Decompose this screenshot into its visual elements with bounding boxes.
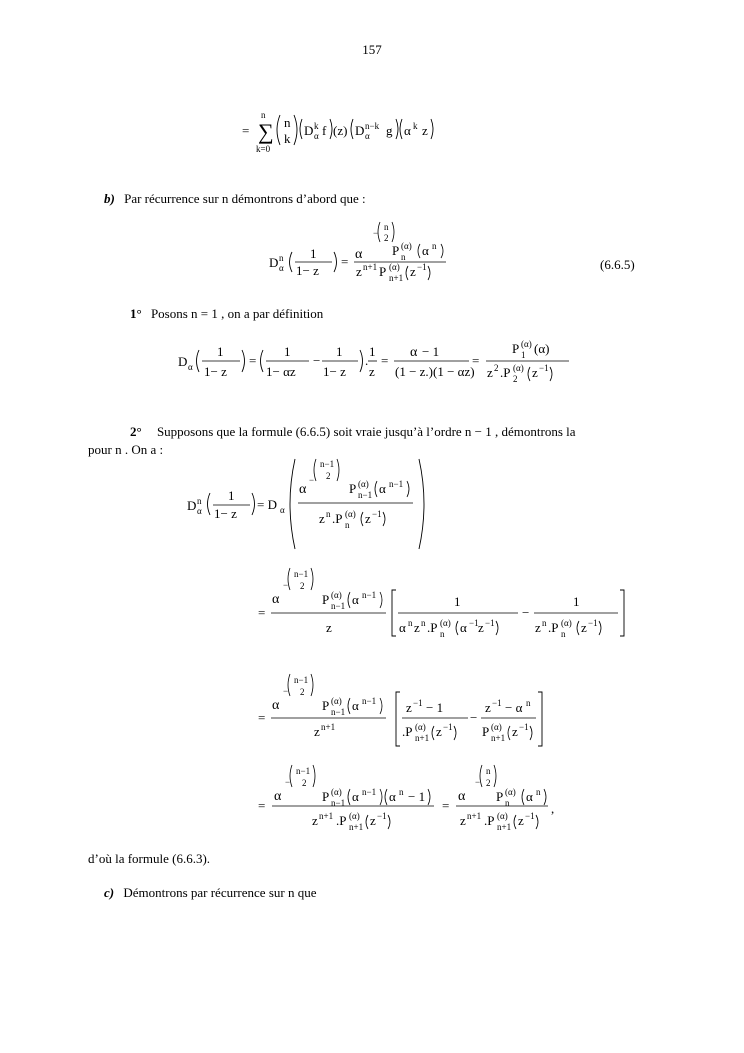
svg-text:−1: −1 [525, 811, 535, 821]
svg-text:α: α [280, 505, 285, 515]
svg-text:α: α [526, 789, 533, 804]
svg-text:−1: −1 [539, 363, 549, 373]
svg-text:(1 − z.)(1 − αz): (1 − z.)(1 − αz) [395, 364, 475, 379]
svg-text:α: α [274, 789, 282, 804]
svg-text:1− z: 1− z [323, 364, 346, 379]
svg-text:(α): (α) [440, 618, 451, 628]
svg-text:2: 2 [384, 233, 389, 243]
svg-text:α: α [458, 789, 466, 804]
svg-text:∑: ∑ [258, 119, 274, 144]
svg-text:(z): (z) [333, 123, 348, 138]
svg-text:k=0: k=0 [256, 144, 271, 154]
svg-text:z: z [478, 620, 484, 635]
svg-text:(α): (α) [389, 262, 400, 272]
svg-text:= D: = D [257, 497, 277, 512]
svg-text:n−1: n−1 [331, 798, 346, 808]
svg-text:n+1: n+1 [349, 822, 364, 832]
svg-text:−: − [475, 777, 481, 787]
svg-text:D: D [178, 354, 188, 369]
svg-text:n+1: n+1 [389, 273, 404, 283]
equation-step-2-combined [256, 672, 556, 754]
svg-text:n+1: n+1 [497, 822, 512, 832]
svg-text:P: P [322, 698, 330, 713]
svg-text:α: α [422, 243, 429, 258]
svg-text:g: g [386, 123, 393, 138]
svg-text:α: α [355, 247, 363, 262]
svg-text:(α): (α) [415, 722, 426, 732]
page-number: 157 [362, 42, 382, 57]
svg-text:α: α [399, 620, 406, 635]
svg-text:z: z [485, 700, 491, 715]
svg-text:,: , [551, 801, 555, 816]
svg-text:1: 1 [521, 350, 526, 360]
svg-text:2: 2 [302, 778, 307, 788]
step-1-text: Posons n = 1 , on a par définition [150, 306, 324, 321]
svg-text:n−k: n−k [365, 121, 380, 131]
svg-text:P: P [392, 243, 400, 258]
svg-text:n: n [561, 629, 566, 639]
svg-text:−1: −1 [372, 509, 382, 519]
svg-text:α: α [272, 592, 280, 607]
step-2-paragraph [88, 423, 656, 441]
svg-text:(α): (α) [561, 618, 572, 628]
svg-text:z: z [369, 364, 375, 379]
equation-6-6-5 [266, 218, 466, 290]
svg-text:n: n [505, 798, 510, 808]
svg-text:z: z [512, 724, 518, 739]
svg-text:P: P [322, 789, 330, 804]
svg-text:z: z [422, 123, 428, 138]
svg-text:P: P [322, 592, 330, 607]
svg-text:n+1: n+1 [321, 722, 336, 732]
svg-text:1: 1 [573, 594, 580, 609]
svg-text:1: 1 [217, 344, 224, 359]
svg-text:1: 1 [284, 344, 291, 359]
equation-step-2-bracket-form [256, 566, 636, 644]
svg-text:1− z: 1− z [204, 364, 227, 379]
svg-text:.P: .P [332, 511, 343, 526]
svg-text:n: n [536, 787, 541, 797]
svg-text:1: 1 [454, 594, 461, 609]
svg-text:=: = [242, 123, 250, 138]
svg-text:z: z [535, 620, 541, 635]
svg-text:=: = [258, 710, 266, 725]
svg-text:− 1: − 1 [426, 700, 444, 715]
svg-text:z: z [365, 511, 371, 526]
svg-text:n−1: n−1 [362, 590, 377, 600]
svg-text:n+1: n+1 [491, 733, 506, 743]
svg-text:1− z: 1− z [296, 263, 319, 278]
svg-text:n: n [526, 698, 531, 708]
svg-text:α: α [352, 698, 359, 713]
svg-text:(α): (α) [331, 590, 342, 600]
svg-text:n−1: n−1 [296, 766, 311, 776]
part-b-paragraph [104, 190, 366, 208]
equation-step-1 [174, 334, 574, 394]
svg-text:(α): (α) [331, 696, 342, 706]
part-b-label: b) [104, 191, 115, 206]
svg-text:α: α [352, 592, 359, 607]
equation-number-6-6-5: (6.6.5) [600, 257, 635, 272]
svg-text:D: D [304, 123, 314, 138]
part-c-text: Démontrons par récurrence sur n que [123, 885, 317, 900]
svg-text:n: n [440, 629, 445, 639]
svg-text:α: α [460, 620, 467, 635]
svg-text:P: P [482, 724, 490, 739]
svg-text:n: n [486, 766, 491, 776]
svg-text:=: = [341, 254, 349, 269]
svg-text:D: D [269, 255, 279, 270]
svg-text:z: z [532, 365, 538, 380]
svg-text:=: = [381, 353, 389, 368]
svg-text:− α: − α [505, 700, 523, 715]
svg-text:n+1: n+1 [415, 733, 430, 743]
svg-text:k: k [413, 121, 418, 131]
svg-text:α: α [379, 481, 386, 496]
step-2-line-2: pour n . On a : [88, 442, 164, 457]
svg-text:P: P [379, 264, 387, 279]
svg-text:−: − [522, 605, 530, 620]
svg-text:−1: −1 [413, 698, 423, 708]
svg-text:n: n [408, 618, 413, 628]
svg-text:(α): (α) [521, 339, 532, 349]
svg-text:z: z [518, 813, 524, 828]
svg-text:(α): (α) [345, 509, 356, 519]
svg-text:z: z [370, 813, 376, 828]
svg-text:−: − [283, 686, 289, 696]
svg-text:(α): (α) [497, 811, 508, 821]
step-2-line-1: Supposons que la formule (6.6.5) soit vraie jusqu’à l’ordre n − 1 , démontrons la [156, 424, 576, 439]
conclusion-text: d’où la formule (6.6.3). [88, 851, 211, 866]
svg-text:α: α [314, 131, 319, 141]
svg-text:−1: −1 [469, 618, 479, 628]
svg-text:n−1: n−1 [294, 675, 309, 685]
svg-text:n+1: n+1 [467, 811, 482, 821]
svg-text:n−1: n−1 [389, 479, 404, 489]
svg-text:.P: .P [427, 620, 438, 635]
equation-sum-expansion [236, 105, 456, 160]
svg-text:z: z [414, 620, 420, 635]
svg-text:n+1: n+1 [363, 262, 378, 272]
svg-text:n: n [384, 222, 389, 232]
svg-text:P: P [496, 789, 504, 804]
svg-text:−1: −1 [443, 722, 453, 732]
svg-text:−: − [313, 353, 321, 368]
svg-text:D: D [187, 498, 197, 513]
svg-text:k: k [284, 131, 291, 146]
part-c-label: c) [104, 885, 115, 900]
svg-text:n−1: n−1 [331, 601, 346, 611]
svg-text:1− z: 1− z [214, 506, 237, 521]
svg-text:=: = [258, 605, 266, 620]
svg-text:.P: .P [484, 813, 495, 828]
svg-text:−1: −1 [377, 811, 387, 821]
svg-text:n: n [326, 509, 331, 519]
svg-text:n: n [542, 618, 547, 628]
svg-text:n: n [279, 253, 284, 263]
equation-step-2-definition [183, 455, 433, 555]
svg-text:n: n [432, 241, 437, 251]
svg-text:− 1: − 1 [422, 344, 440, 359]
svg-text:−1: −1 [492, 698, 502, 708]
svg-text:−1: −1 [519, 722, 529, 732]
svg-text:(α): (α) [401, 241, 412, 251]
svg-text:n: n [345, 520, 350, 530]
svg-text:.P: .P [548, 620, 559, 635]
svg-text:n: n [197, 496, 202, 506]
svg-text:(α): (α) [358, 479, 369, 489]
svg-text:−: − [470, 710, 478, 725]
svg-text:α: α [197, 506, 202, 516]
svg-text:1− αz: 1− αz [266, 364, 296, 379]
svg-text:.P: .P [500, 365, 511, 380]
svg-text:1: 1 [336, 344, 343, 359]
step-1-paragraph [130, 305, 323, 323]
svg-text:.: . [365, 353, 369, 368]
svg-text:α: α [365, 131, 370, 141]
svg-text:D: D [355, 123, 365, 138]
svg-text:(α): (α) [505, 787, 516, 797]
svg-text:α: α [299, 482, 307, 497]
svg-text:n−1: n−1 [362, 787, 377, 797]
svg-text:=: = [258, 798, 266, 813]
svg-text:α: α [188, 362, 193, 372]
svg-text:2: 2 [300, 581, 305, 591]
svg-text:n−1: n−1 [320, 459, 335, 469]
svg-text:(α): (α) [491, 722, 502, 732]
part-b-text: Par récurrence sur n démontrons d’abord que : [124, 191, 366, 206]
svg-text:n: n [399, 787, 404, 797]
svg-text:n−1: n−1 [358, 490, 373, 500]
svg-text:n: n [284, 115, 291, 130]
svg-text:2: 2 [300, 687, 305, 697]
svg-text:−: − [373, 228, 379, 238]
svg-text:P: P [512, 341, 520, 356]
svg-text:−1: −1 [588, 618, 598, 628]
svg-text:z: z [326, 620, 332, 635]
svg-text:z: z [319, 511, 325, 526]
svg-text:P: P [349, 481, 357, 496]
svg-text:1: 1 [310, 246, 317, 261]
svg-text:n+1: n+1 [319, 811, 334, 821]
svg-text:2: 2 [326, 471, 331, 481]
step-2-label: 2° [130, 424, 142, 439]
svg-text:−: − [285, 777, 291, 787]
svg-text:n: n [401, 252, 406, 262]
svg-text:α: α [404, 123, 411, 138]
svg-text:2: 2 [486, 778, 491, 788]
part-c-paragraph [104, 884, 316, 902]
svg-text:n: n [261, 110, 266, 120]
svg-text:α: α [279, 263, 284, 273]
svg-text:k: k [314, 121, 319, 131]
svg-text:.P: .P [402, 724, 413, 739]
svg-text:2: 2 [513, 374, 518, 384]
svg-text:1: 1 [369, 344, 376, 359]
svg-text:−: − [309, 475, 315, 485]
svg-text:1: 1 [228, 488, 235, 503]
svg-text:(α): (α) [349, 811, 360, 821]
svg-text:n: n [421, 618, 426, 628]
svg-text:.P: .P [336, 813, 347, 828]
svg-text:f: f [322, 123, 327, 138]
svg-text:(α): (α) [513, 363, 524, 373]
svg-text:α: α [410, 345, 418, 360]
svg-text:z: z [356, 264, 362, 279]
svg-text:=: = [472, 353, 480, 368]
svg-text:z: z [436, 724, 442, 739]
svg-text:n−1: n−1 [362, 696, 377, 706]
svg-text:−1: −1 [417, 262, 427, 272]
svg-text:(α): (α) [534, 341, 550, 356]
svg-text:− 1: − 1 [408, 789, 426, 804]
svg-text:α: α [352, 789, 359, 804]
svg-text:z: z [406, 700, 412, 715]
svg-text:z: z [487, 365, 493, 380]
equation-step-2-result [256, 763, 576, 841]
svg-text:2: 2 [494, 363, 499, 373]
svg-text:α: α [389, 789, 396, 804]
svg-text:−: − [283, 580, 289, 590]
svg-text:z: z [581, 620, 587, 635]
svg-text:n−1: n−1 [294, 569, 309, 579]
svg-text:z: z [410, 264, 416, 279]
svg-text:z: z [312, 813, 318, 828]
svg-text:−1: −1 [485, 618, 495, 628]
svg-text:z: z [314, 724, 320, 739]
svg-text:α: α [272, 698, 280, 713]
svg-text:n−1: n−1 [331, 707, 346, 717]
svg-text:(α): (α) [331, 787, 342, 797]
svg-text:=: = [442, 798, 450, 813]
svg-text:=: = [249, 353, 257, 368]
step-1-label: 1° [130, 306, 142, 321]
svg-text:z: z [460, 813, 466, 828]
